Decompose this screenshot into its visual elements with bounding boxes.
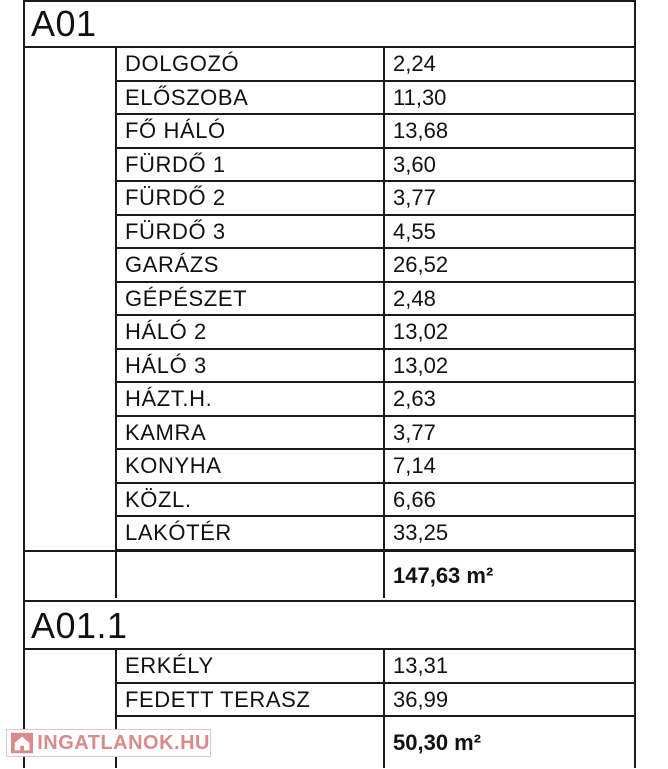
total-area: 147,63 m² — [393, 563, 494, 588]
room-area: 13,02 — [385, 350, 634, 384]
room-area: 6,66 — [385, 484, 634, 518]
room-name: FÜRDŐ 3 — [117, 216, 385, 250]
table-row — [25, 115, 634, 149]
room-area: 11,30 — [385, 82, 634, 116]
room-area: 2,48 — [385, 283, 634, 317]
house-logo-icon — [11, 732, 33, 754]
table-row — [25, 249, 634, 283]
room-name: HÁLÓ 3 — [117, 350, 385, 384]
room-name: DOLGOZÓ — [117, 48, 385, 82]
room-name: FÜRDŐ 2 — [117, 182, 385, 216]
total-area: 50,30 m² — [393, 730, 482, 755]
table-row — [25, 417, 634, 451]
room-name: KAMRA — [117, 417, 385, 451]
table-row — [25, 216, 634, 250]
table-row — [25, 316, 634, 350]
table-row — [25, 484, 634, 518]
watermark-text: INGATLANOK.HU — [37, 731, 210, 754]
table-row — [25, 350, 634, 384]
room-area: 7,14 — [385, 450, 634, 484]
room-area: 33,25 — [385, 517, 634, 551]
table-row — [25, 283, 634, 317]
section-title: A01 — [31, 3, 97, 44]
room-area: 2,24 — [385, 48, 634, 82]
room-name: GARÁZS — [117, 249, 385, 283]
room-name: ELŐSZOBA — [117, 82, 385, 116]
room-area: 3,60 — [385, 149, 634, 183]
table-row — [25, 383, 634, 417]
section-title: A01.1 — [31, 605, 128, 646]
watermark — [6, 729, 211, 757]
room-name: KÖZL. — [117, 484, 385, 518]
room-area: 36,99 — [385, 684, 634, 718]
room-name: HÁZT.H. — [117, 383, 385, 417]
room-area: 3,77 — [385, 417, 634, 451]
room-name: LAKÓTÉR — [117, 517, 385, 551]
table-row — [25, 450, 634, 484]
room-name: ERKÉLY — [117, 650, 385, 684]
total-row-a01 — [25, 550, 634, 598]
room-area: 13,02 — [385, 316, 634, 350]
room-area: 3,77 — [385, 182, 634, 216]
room-name: FÜRDŐ 1 — [117, 149, 385, 183]
room-area: 13,68 — [385, 115, 634, 149]
table-row — [25, 684, 634, 718]
room-area: 13,31 — [385, 650, 634, 684]
table-row — [25, 149, 634, 183]
room-name: FEDETT TERASZ — [117, 684, 385, 718]
table-row — [25, 650, 634, 684]
table-row — [25, 182, 634, 216]
section-header-a01-1 — [25, 600, 634, 650]
room-name: GÉPÉSZET — [117, 283, 385, 317]
room-area: 2,63 — [385, 383, 634, 417]
room-area: 26,52 — [385, 249, 634, 283]
table-row — [25, 82, 634, 116]
table-row — [25, 517, 634, 551]
room-name: KONYHA — [117, 450, 385, 484]
room-area-table — [23, 0, 636, 768]
room-name: FŐ HÁLÓ — [117, 115, 385, 149]
section-header-a01 — [25, 2, 634, 48]
table-row — [25, 48, 634, 82]
room-area: 4,55 — [385, 216, 634, 250]
room-name: HÁLÓ 2 — [117, 316, 385, 350]
